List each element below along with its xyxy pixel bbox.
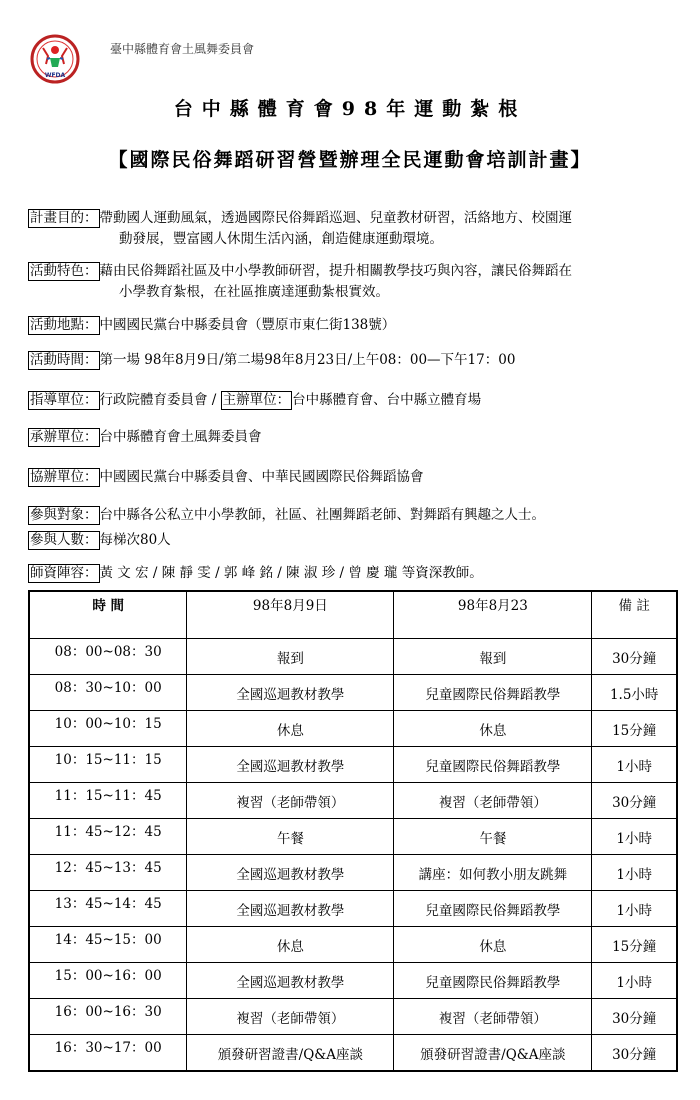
note-cell: 15分鐘 bbox=[592, 711, 677, 747]
table-row bbox=[29, 675, 677, 711]
table-row bbox=[29, 999, 677, 1035]
purpose-line2: 動發展，豐富國人休閒生活內涵，創造健康運動環境。 bbox=[119, 231, 443, 247]
features-label: 活動特色： bbox=[30, 263, 98, 279]
note-cell: 1小時 bbox=[592, 819, 677, 855]
table-row bbox=[29, 783, 677, 819]
teachers-label: 師資陣容： bbox=[30, 565, 98, 581]
note-cell: 30分鐘 bbox=[592, 1035, 677, 1072]
location-label: 活動地點： bbox=[30, 317, 98, 333]
features-line2: 小學教育紮根，在社區推廣達運動紮根實效。 bbox=[119, 284, 389, 300]
wfda-logo-icon bbox=[30, 34, 80, 84]
schedule-header-row bbox=[29, 591, 677, 639]
day2-cell: 講座：如何教小朋友跳舞 bbox=[394, 855, 592, 891]
logo-text: WFDA bbox=[44, 72, 66, 79]
teachers-text: 黃 文 宏 / 陳 靜 雯 / 郭 峰 銘 / 陳 淑 珍 / 曾 慶 瓏 等資深教師。 bbox=[99, 565, 483, 581]
day2-cell: 休息 bbox=[394, 711, 592, 747]
contractor-text: 台中縣體育會土風舞委員會 bbox=[99, 429, 262, 445]
header bbox=[30, 34, 670, 86]
day2-cell: 報到 bbox=[394, 639, 592, 675]
time-row bbox=[28, 350, 692, 371]
schedule-table bbox=[28, 590, 678, 1072]
table-row bbox=[29, 747, 677, 783]
day2-cell: 兒童國際民俗舞蹈教學 bbox=[394, 891, 592, 927]
note-cell: 1.5小時 bbox=[592, 675, 677, 711]
time-text: 第一場 98年8月9日/第二場98年8月23日/上午08：00—下午17：00 bbox=[99, 352, 516, 368]
day1-cell: 報到 bbox=[187, 639, 394, 675]
teachers-row bbox=[28, 563, 692, 584]
day1-cell: 休息 bbox=[187, 927, 394, 963]
day1-cell: 複習（老師帶領） bbox=[187, 999, 394, 1035]
time-cell: 13：45~14：45 bbox=[29, 891, 187, 927]
note-cell: 1小時 bbox=[592, 855, 677, 891]
header-time: 時 間 bbox=[29, 591, 187, 639]
time-cell: 11：15~11：45 bbox=[29, 783, 187, 819]
features-section bbox=[28, 261, 692, 303]
count-label: 參與人數： bbox=[30, 532, 98, 548]
day1-cell: 休息 bbox=[187, 711, 394, 747]
time-cell: 08：30~10：00 bbox=[29, 675, 187, 711]
contractor-label: 承辦單位： bbox=[30, 429, 98, 445]
purpose-line1: 帶動國人運動風氣，透過國際民俗舞蹈巡迴、兒童教材研習，活絡地方、校園運 bbox=[99, 210, 572, 226]
day2-cell: 複習（老師帶領） bbox=[394, 999, 592, 1035]
main-title: 台中縣體育會98年運動紮根 bbox=[173, 98, 527, 120]
day2-cell: 兒童國際民俗舞蹈教學 bbox=[394, 747, 592, 783]
co-organizer-label: 協辦單位： bbox=[30, 469, 98, 485]
contractor-row bbox=[28, 427, 692, 448]
note-cell: 1小時 bbox=[592, 963, 677, 999]
day2-cell: 午餐 bbox=[394, 819, 592, 855]
table-row bbox=[29, 963, 677, 999]
guidance-row bbox=[28, 390, 692, 411]
time-cell: 15：00~16：00 bbox=[29, 963, 187, 999]
count-row bbox=[28, 530, 692, 551]
sub-title: 【國際民俗舞蹈研習營暨辦理全民運動會培訓計畫】 bbox=[108, 149, 592, 171]
time-cell: 10：00~10：15 bbox=[29, 711, 187, 747]
organizer-text: 台中縣體育會、台中縣立體育場 bbox=[292, 392, 482, 408]
participants-row bbox=[28, 505, 692, 526]
note-cell: 30分鐘 bbox=[592, 999, 677, 1035]
table-row bbox=[29, 855, 677, 891]
guidance-text: 行政院體育委員會 / bbox=[99, 392, 221, 408]
time-cell: 16：30~17：00 bbox=[29, 1035, 187, 1072]
purpose-section bbox=[28, 208, 692, 250]
table-row bbox=[29, 711, 677, 747]
day2-cell: 兒童國際民俗舞蹈教學 bbox=[394, 675, 592, 711]
co-organizer-row bbox=[28, 467, 692, 488]
features-line1: 藉由民俗舞蹈社區及中小學教師研習，提升相關教學技巧與內容，讓民俗舞蹈在 bbox=[99, 263, 572, 279]
header-day1: 98年8月9日 bbox=[187, 591, 394, 639]
purpose-label: 計畫目的： bbox=[30, 210, 98, 226]
count-text: 每梯次80人 bbox=[99, 532, 171, 548]
day2-cell: 頒發研習證書/Q&A座談 bbox=[394, 1035, 592, 1072]
time-cell: 12：45~13：45 bbox=[29, 855, 187, 891]
day1-cell: 頒發研習證書/Q&A座談 bbox=[187, 1035, 394, 1072]
co-organizer-text: 中國國民黨台中縣委員會、中華民國國際民俗舞蹈協會 bbox=[99, 469, 424, 485]
location-text: 中國國民黨台中縣委員會（豐原市東仁街138號） bbox=[99, 317, 396, 333]
table-row bbox=[29, 891, 677, 927]
day1-cell: 複習（老師帶領） bbox=[187, 783, 394, 819]
table-row bbox=[29, 639, 677, 675]
guidance-label: 指導單位： bbox=[30, 392, 98, 408]
time-cell: 16：00~16：30 bbox=[29, 999, 187, 1035]
org-name: 臺中縣體育會土風舞委員會 bbox=[110, 42, 255, 56]
header-note: 備 註 bbox=[592, 591, 677, 639]
day1-cell: 全國巡迴教材教學 bbox=[187, 891, 394, 927]
note-cell: 15分鐘 bbox=[592, 927, 677, 963]
time-cell: 10：15~11：15 bbox=[29, 747, 187, 783]
location-row bbox=[28, 315, 692, 336]
header-day2: 98年8月23 bbox=[394, 591, 592, 639]
table-row bbox=[29, 1035, 677, 1072]
note-cell: 1小時 bbox=[592, 747, 677, 783]
table-row bbox=[29, 819, 677, 855]
day1-cell: 全國巡迴教材教學 bbox=[187, 963, 394, 999]
note-cell: 30分鐘 bbox=[592, 783, 677, 819]
day1-cell: 全國巡迴教材教學 bbox=[187, 675, 394, 711]
day2-cell: 複習（老師帶領） bbox=[394, 783, 592, 819]
note-cell: 1小時 bbox=[592, 891, 677, 927]
participants-label: 參與對象： bbox=[30, 507, 98, 523]
day1-cell: 全國巡迴教材教學 bbox=[187, 747, 394, 783]
time-cell: 11：45~12：45 bbox=[29, 819, 187, 855]
table-row bbox=[29, 927, 677, 963]
note-cell: 30分鐘 bbox=[592, 639, 677, 675]
time-label: 活動時間： bbox=[30, 352, 98, 368]
time-cell: 08：00~08：30 bbox=[29, 639, 187, 675]
organizer-label: 主辦單位： bbox=[222, 392, 291, 408]
day2-cell: 休息 bbox=[394, 927, 592, 963]
day1-cell: 全國巡迴教材教學 bbox=[187, 855, 394, 891]
participants-text: 台中縣各公私立中小學教師，社區、社團舞蹈老師、對舞蹈有興趣之人士。 bbox=[99, 507, 545, 523]
time-cell: 14：45~15：00 bbox=[29, 927, 187, 963]
day1-cell: 午餐 bbox=[187, 819, 394, 855]
day2-cell: 兒童國際民俗舞蹈教學 bbox=[394, 963, 592, 999]
